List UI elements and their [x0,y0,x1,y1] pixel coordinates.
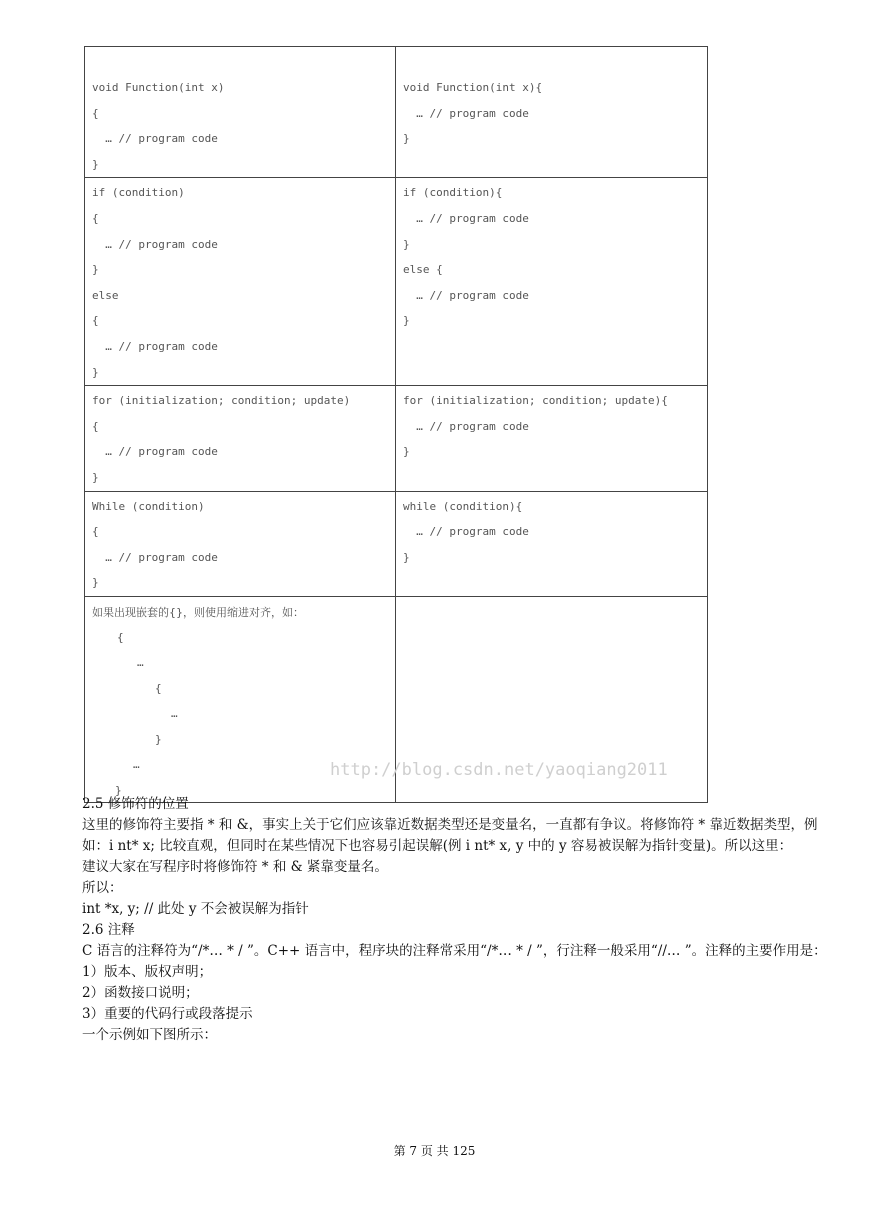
code-line: … // program code [403,106,529,120]
code-block [85,386,395,490]
code-block [85,47,395,177]
list-item: 3）重要的代码行或段落提示 [82,1006,253,1022]
table-row-while [85,491,708,596]
watermark: http://blog.csdn.net/yaoqiang2011 [330,760,668,780]
code-line: } [403,550,410,564]
paragraph: 所以： [82,880,123,896]
code-line: } [403,132,410,146]
code-line: } [92,263,99,277]
table-row-function [85,47,708,178]
cell-right [396,491,708,596]
code-line: if (condition) [92,186,185,200]
code-line: } [92,470,99,484]
cell-right [396,178,708,386]
code-line: … // program code [403,211,529,225]
code-line: if (condition){ [403,186,503,200]
document-body [82,794,838,1046]
nested-brace: } [115,783,122,797]
code-line: … // program code [92,237,218,251]
page-footer: 第 7 页 共 125 [393,1144,476,1158]
code-block [85,178,395,385]
paragraph: 建议大家在写程序时将修饰符 * 和 & 紧靠变量名。 [82,859,388,875]
code-style-table [84,46,708,803]
code-line: { [92,211,99,225]
cell-left [85,47,396,178]
code-block [396,492,707,571]
nested-brace: { [117,630,124,644]
code-line: } [403,445,410,459]
paragraph: 一个示例如下图所示： [82,1027,217,1043]
cell-left [85,491,396,596]
list-item: 1）版本、版权声明； [82,964,213,980]
code-line: { [92,314,99,328]
code-line: … // program code [92,445,218,459]
code-line: else [92,288,119,302]
code-line: … // program code [403,525,529,539]
code-line: for (initialization; condition; update){ [403,394,668,408]
code-line: { [92,106,99,120]
nested-intro: 如果出现嵌套的{}，则使用缩进对齐，如： [92,605,304,619]
code-block [85,492,395,596]
code-line: … // program code [403,288,529,302]
section-heading: 2.6 注释 [82,922,135,938]
list-item: 2）函数接口说明； [82,985,199,1001]
nested-brace: } [155,732,162,746]
code-line: void Function(int x) [92,81,225,94]
code-line: … // program code [403,419,529,433]
table-row-if [85,178,708,386]
code-line: … // program code [92,132,218,146]
cell-right [396,47,708,178]
nested-ellipsis: … [133,757,140,771]
nested-brace: { [155,681,162,695]
code-paragraph: int *x, y; // 此处 y 不会被误解为指针 [82,901,309,917]
code-line: void Function(int x){ [403,81,543,94]
section-heading: 2.5 修饰符的位置 [82,796,189,812]
table-row-for [85,386,708,491]
code-line: { [92,525,99,539]
code-line: while (condition){ [403,499,523,513]
paragraph: C 语言的注释符为“/*… * / ”。C++ 语言中，程序块的注释常采用“/*… * / ”，行注释一般采用“//… ”。注释的主要作用是： [82,943,827,959]
code-line: else { [403,263,443,277]
cell-right [396,386,708,491]
code-line: } [403,314,410,328]
code-block [396,178,707,334]
code-line: While (condition) [92,499,205,513]
nested-ellipsis: … [137,655,144,669]
code-line: … // program code [92,339,218,353]
code-line: { [92,419,99,433]
code-block [396,47,707,152]
code-line: } [92,157,99,171]
code-line: } [403,237,410,251]
code-block [396,386,707,465]
code-line: … // program code [92,550,218,564]
code-line: for (initialization; condition; update) [92,394,351,408]
paragraph: 这里的修饰符主要指 * 和 &，事实上关于它们应该靠近数据类型还是变量名，一直都有争议。将修饰符 * 靠近数据类型，例如：i nt* x; 比较直观，但同时在某些情况下也容易引起误解(例 i nt* x, y 中的 y 容易被误解为指针变量)。所以这里： [82,817,818,854]
code-line: } [92,365,99,379]
code-line: } [92,576,99,590]
nested-ellipsis: … [171,706,178,720]
cell-left [85,386,396,491]
cell-left [85,178,396,386]
